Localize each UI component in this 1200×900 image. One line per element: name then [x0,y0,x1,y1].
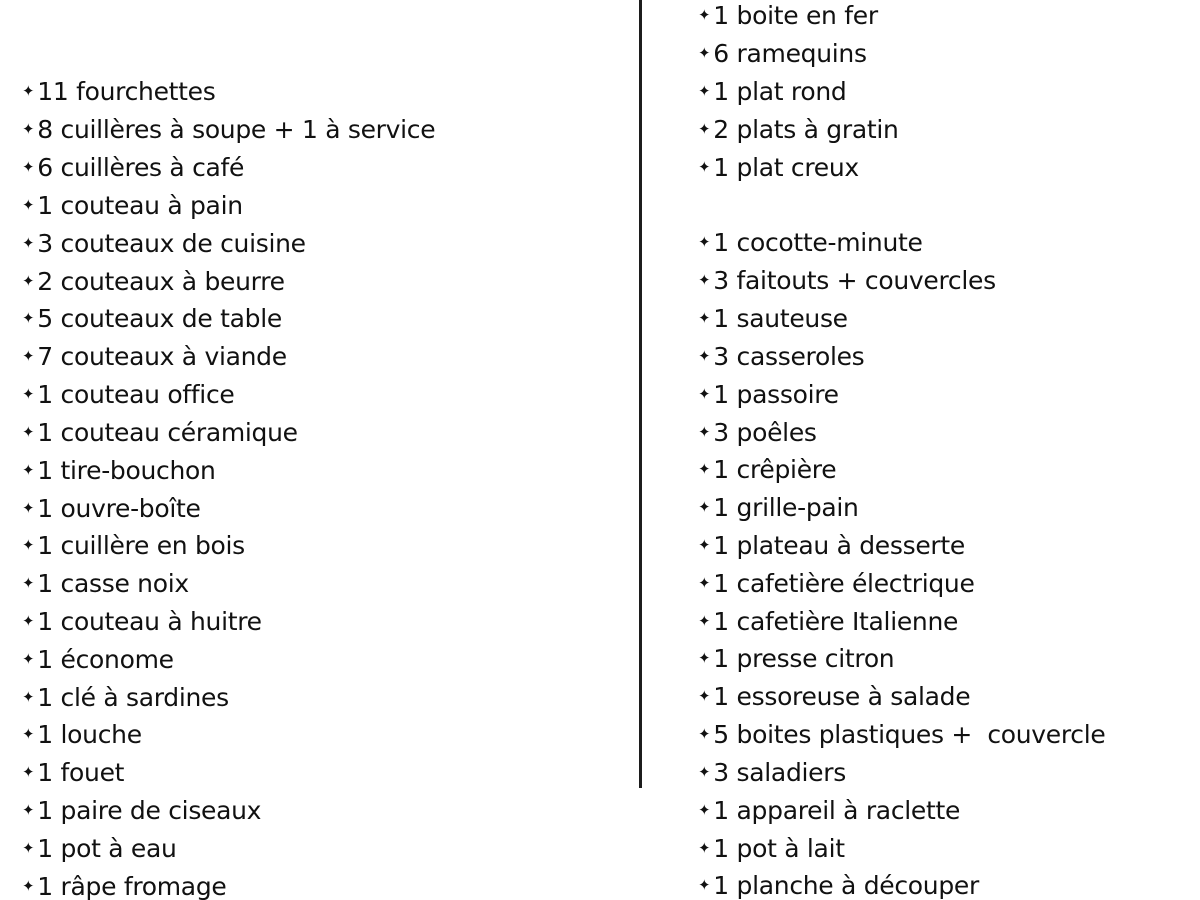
list-item [698,678,1198,716]
item-label: 3 casseroles [713,341,865,371]
item-label: 1 économe [37,644,174,674]
list-item [698,35,1198,73]
diamond-bullet-icon: ✦ [22,309,35,328]
diamond-bullet-icon: ✦ [698,233,711,252]
item-label: 5 couteaux de table [37,304,282,334]
right-column [698,0,1198,900]
list-item [22,149,622,187]
item-label: 3 couteaux de cuisine [37,228,306,258]
list-item [698,148,1198,186]
list-item [698,791,1198,829]
list-item [22,186,622,224]
diamond-bullet-icon: ✦ [22,574,35,593]
diamond-bullet-icon: ✦ [22,687,35,706]
list-item [698,527,1198,565]
item-label: 11 fourchettes [37,77,216,107]
diamond-bullet-icon: ✦ [22,612,35,630]
list-item [698,224,1198,262]
item-label: 1 pot à eau [37,833,177,863]
item-label: 1 paire de ciseaux [37,796,262,826]
item-label: 1 casse noix [37,569,189,599]
diamond-bullet-icon: ✦ [22,385,35,404]
list-item [22,565,622,603]
diamond-bullet-icon: ✦ [698,271,711,290]
list-item [698,73,1198,111]
item-label: 2 couteaux à beurre [37,266,285,296]
item-label: 1 plateau à desserte [713,531,965,560]
item-label: 6 ramequins [713,39,867,69]
item-label: 1 clé à sardines [37,682,229,712]
item-label: 3 faitouts + couvercles [713,266,996,296]
list-item [22,640,622,678]
diamond-bullet-icon: ✦ [22,233,35,252]
list-item [22,262,622,300]
diamond-bullet-icon: ✦ [698,346,711,365]
diamond-bullet-icon: ✦ [22,195,35,214]
list-item [22,300,622,338]
list-item [698,829,1198,867]
list-item [22,678,622,716]
item-label: 1 plat creux [713,152,859,182]
diamond-bullet-icon: ✦ [698,725,711,744]
diamond-bullet-icon: ✦ [698,6,711,25]
diamond-bullet-icon: ✦ [698,422,711,441]
list-item [698,716,1198,754]
list-item [698,262,1198,300]
diamond-bullet-icon: ✦ [22,725,35,744]
list-item [698,754,1198,792]
item-label: 1 fouet [37,758,125,788]
item-label: 1 cafetière Italienne [713,606,959,636]
diamond-bullet-icon: ✦ [698,44,711,63]
item-label: 1 grille-pain [713,493,859,523]
diamond-bullet-icon: ✦ [22,536,35,555]
diamond-bullet-icon: ✦ [22,838,35,857]
item-label: 1 couteau céramique [37,417,298,447]
list-item [698,110,1198,148]
list-item [698,451,1198,489]
diamond-bullet-icon: ✦ [22,271,35,290]
item-label: 1 cocotte-minute [713,228,923,258]
list-item [698,564,1198,602]
item-label: 1 boite en fer [713,1,878,31]
item-label: 3 poêles [713,417,817,447]
list-item [22,338,622,376]
list-item [698,602,1198,640]
diamond-bullet-icon: ✦ [22,422,35,441]
item-label: 1 planche à découper [713,871,979,900]
list-item [698,300,1198,338]
item-label: 1 louche [37,720,142,750]
diamond-bullet-icon: ✦ [698,82,711,101]
list-item [22,413,622,451]
item-label: 1 couteau office [37,380,235,410]
diamond-bullet-icon: ✦ [22,801,35,820]
item-label: 2 plats à gratin [713,114,899,144]
item-label: 1 couteau à huitre [37,607,262,636]
item-label: 6 cuillères à café [37,153,245,183]
list-item [22,224,622,262]
list-item [698,375,1198,413]
diamond-bullet-icon: ✦ [698,536,711,554]
list-item [22,792,622,830]
item-label: 1 essoreuse à salade [713,682,971,712]
list-item [698,867,1198,900]
left-column [22,73,622,900]
list-item [22,603,622,641]
item-label: 8 cuillères à soupe + 1 à service [37,115,436,145]
column-divider-line [639,0,642,788]
blank-line [698,186,1198,224]
diamond-bullet-icon: ✦ [698,649,711,668]
list-item [22,830,622,868]
item-label: 1 plat rond [713,77,847,107]
list-item [22,754,622,792]
diamond-bullet-icon: ✦ [22,158,35,177]
diamond-bullet-icon: ✦ [22,460,35,479]
list-item [698,640,1198,678]
diamond-bullet-icon: ✦ [698,119,711,138]
diamond-bullet-icon: ✦ [22,649,35,668]
diamond-bullet-icon: ✦ [698,498,711,517]
list-item [22,527,622,565]
diamond-bullet-icon: ✦ [22,763,35,782]
diamond-bullet-icon: ✦ [698,460,711,479]
item-label: 1 pot à lait [713,833,845,863]
diamond-bullet-icon: ✦ [22,82,35,101]
list-item [698,337,1198,375]
item-label: 1 crêpière [713,455,837,485]
diamond-bullet-icon: ✦ [22,498,35,517]
diamond-bullet-icon: ✦ [698,384,711,403]
item-label: 1 cafetière électrique [713,568,975,598]
item-label: 1 tire-bouchon [37,455,216,485]
list-item [22,73,622,111]
list-item [22,867,622,900]
item-label: 1 râpe fromage [37,871,227,900]
diamond-bullet-icon: ✦ [698,157,711,176]
list-item [698,489,1198,527]
diamond-bullet-icon: ✦ [22,347,35,366]
list-item [22,376,622,414]
item-label: 1 couteau à pain [37,190,243,220]
diamond-bullet-icon: ✦ [698,876,711,895]
item-label: 5 boites plastiques + couvercle [713,720,1106,750]
item-label: 1 ouvre-boîte [37,493,201,523]
item-label: 1 passoire [713,379,839,409]
list-item [22,111,622,149]
list-item [698,0,1198,35]
item-label: 1 sauteuse [713,304,848,334]
diamond-bullet-icon: ✦ [698,611,711,630]
list-item [698,413,1198,451]
diamond-bullet-icon: ✦ [22,876,35,895]
list-item [22,451,622,489]
diamond-bullet-icon: ✦ [698,309,711,328]
diamond-bullet-icon: ✦ [698,838,711,857]
item-label: 3 saladiers [713,757,846,787]
diamond-bullet-icon: ✦ [698,800,711,819]
item-label: 1 presse citron [713,644,895,674]
list-item [22,716,622,754]
item-label: 7 couteaux à viande [37,342,287,372]
diamond-bullet-icon: ✦ [698,687,711,706]
diamond-bullet-icon: ✦ [22,120,35,139]
list-item [22,489,622,527]
diamond-bullet-icon: ✦ [698,762,711,781]
item-label: 1 appareil à raclette [713,795,961,825]
item-label: 1 cuillère en bois [37,531,245,561]
diamond-bullet-icon: ✦ [698,573,711,592]
